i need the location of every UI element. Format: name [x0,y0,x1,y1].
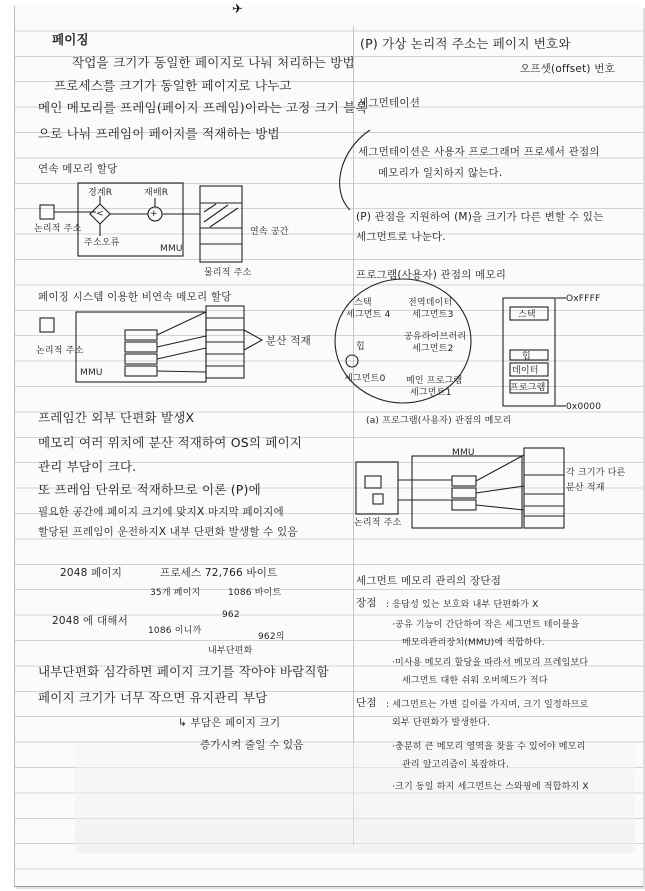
diagram3-title: 프로그램(사용자) 관점의 메모리 [356,269,507,281]
d1-reg2-label: 재배R [144,188,169,198]
d1-mem-label: 물리적 주소 [204,268,252,278]
pro-line: ·공유 기능이 간단하여 작은 세그먼트 테이블을 [392,620,580,630]
example-text: 2048 에 대해서 [52,615,128,627]
d1-space-label: 연속 공간 [250,227,289,237]
d3-seg-label: 스택 [354,298,372,308]
right-s2-line: (P) 관점을 지원하여 (M)을 크기가 다른 변할 수 있는 [356,211,604,223]
d3-seg-label: 공유라이브러리 [404,332,467,342]
con-line: 외부 단편화가 발생한다. [392,718,491,728]
section-title-paging: 페이징 [52,32,89,47]
example-text: 1086 이니까 [148,626,202,636]
d1-plus-label: + [150,209,158,219]
pro-line: ·미사용 메모리 할당을 따라서 메모리 프레임보다 [392,658,589,668]
d3-mem-label: 힙 [522,352,531,362]
intro-line: 메인 메모리를 프레임(페이지 프레임)이라는 고정 크기 블록 [38,100,368,115]
example-text: 35개 페이지 [150,588,201,598]
right-top-line: 오프셋(offset) 번호 [520,63,615,75]
pro-line: : 응답성 있는 보호와 내부 단편화가 X [386,600,539,610]
pros-label: 장점 [356,597,377,609]
con-line: 관리 알고리즘이 복잡하다. [402,760,510,770]
d3-seg-label: 세그먼트3 [412,310,454,320]
note-line: ↳ 부담은 페이지 크기 [178,717,281,729]
note-line: 메모리 여러 위치에 분산 적재하여 OS의 페이지 [38,435,303,450]
example-text: 프로세스 72,766 바이트 [160,567,278,579]
con-line: : 세그먼트는 가변 길이를 가지며, 크기 일정하므로 [386,700,589,710]
d3-seg-label: 전역데이터 [408,298,453,308]
example-text: 962의 [258,632,285,642]
example-text: 1086 바이트 [228,588,282,598]
d2-distributed-label: 분산 적재 [266,335,311,347]
diagram3-caption: (a) 프로그램(사용자) 관점의 메모리 [366,416,512,426]
smudge-shadow [75,743,635,853]
d3-bot-addr: 0x0000 [566,402,602,412]
right-s2-line: 세그먼테이션은 사용자 프로그래머 프로세서 관점의 [358,146,600,158]
note-line: 프레임간 외부 단편화 발생X [38,410,195,425]
diagram1-title: 연속 메모리 할당 [38,163,118,175]
seg-section-title: 세그먼트 메모리 관리의 장단점 [356,575,502,587]
d1-lt-label: < [96,209,104,219]
right-s2-line: 세그먼테이션 [358,97,421,109]
con-line: ·충분히 큰 메모리 영역을 찾을 수 있어야 메모리 [392,742,586,752]
note-line: 필요한 공간에 페이지 크기에 맞지X 마지막 페이지에 [38,506,284,518]
d3-mem-label: 프로그램 [510,383,546,393]
bird-doodle-icon: ✈ [232,2,243,17]
d3-seg-label: 힙 [356,342,365,352]
con-line: ·크기 동일 하지 세그먼트는 스와핑에 적합하지 X [392,782,589,792]
d3-top-addr: OxFFFF [566,294,601,304]
intro-line: 작업을 크기가 동일한 페이지로 나눠 처리하는 방법 [72,55,355,70]
right-s2-line: 세그먼트로 나눈다. [356,231,446,243]
example-text: 내부단편화 [208,646,253,656]
intro-line: 으로 나눠 프레임이 페이지를 적재하는 방법 [38,126,280,141]
note-line: 할당된 프레임이 운전하지X 내부 단편화 발생할 수 있음 [38,526,298,538]
d1-reg1-label: 경계R [88,188,113,198]
d2-addr-label: 논리적 주소 [36,346,84,356]
note-line: 페이지 크기가 너무 작으면 유지관리 부담 [38,690,268,705]
d1-mmu-label: MMU [160,244,183,254]
note-line: 내부단편화 심각하면 페이지 크기를 작아야 바람직함 [38,664,329,679]
d1-addr-label: 논리적 주소 [34,224,82,234]
d1-trap-label: 주소오류 [84,238,120,248]
diagram2-title: 페이징 시스템 이용한 비연속 메모리 할당 [38,291,232,303]
d2-mmu-label: MMU [80,368,103,378]
d3-mem-label: 데이터 [512,366,539,376]
cons-label: 단점 [356,697,377,709]
d4-mmu-label: MMU [452,448,475,458]
d3-seg-label: 세그먼트1 [410,388,452,398]
d3-seg-label: 세그먼트2 [412,344,454,354]
d4-distributed-label: 각 크기가 다른 분산 적재 [566,468,626,493]
note-line: 관리 부담이 크다. [38,459,137,474]
d3-seg-label: 세그먼트 4 [346,310,391,320]
right-top-line: (P) 가상 논리적 주소는 페이지 번호와 [360,36,571,51]
d3-mem-label: 스택 [518,310,536,320]
example-text: 2048 페이지 [60,567,123,579]
pro-line: 세그먼트 대한 쉬워 오버헤드가 적다 [402,676,548,686]
example-text: 962 [222,610,240,620]
right-s2-line: 메모리가 일치하지 않는다. [378,167,503,179]
d3-seg-label: 메인 프로그램 [406,376,463,386]
intro-line: 프로세스를 크기가 동일한 페이지로 나누고 [54,78,292,93]
note-line: 또 프레임 단위로 적재하므로 이론 (P)에 [38,482,261,497]
pro-line: 메모리관리장치(MMU)에 적합하다. [402,638,545,648]
d3-seg-label: 세그먼트0 [344,374,386,384]
d4-addr-label: 논리적 주소 [354,518,402,528]
column-divider [353,26,354,846]
note-line: 증가시켜 줄일 수 있음 [200,739,304,751]
